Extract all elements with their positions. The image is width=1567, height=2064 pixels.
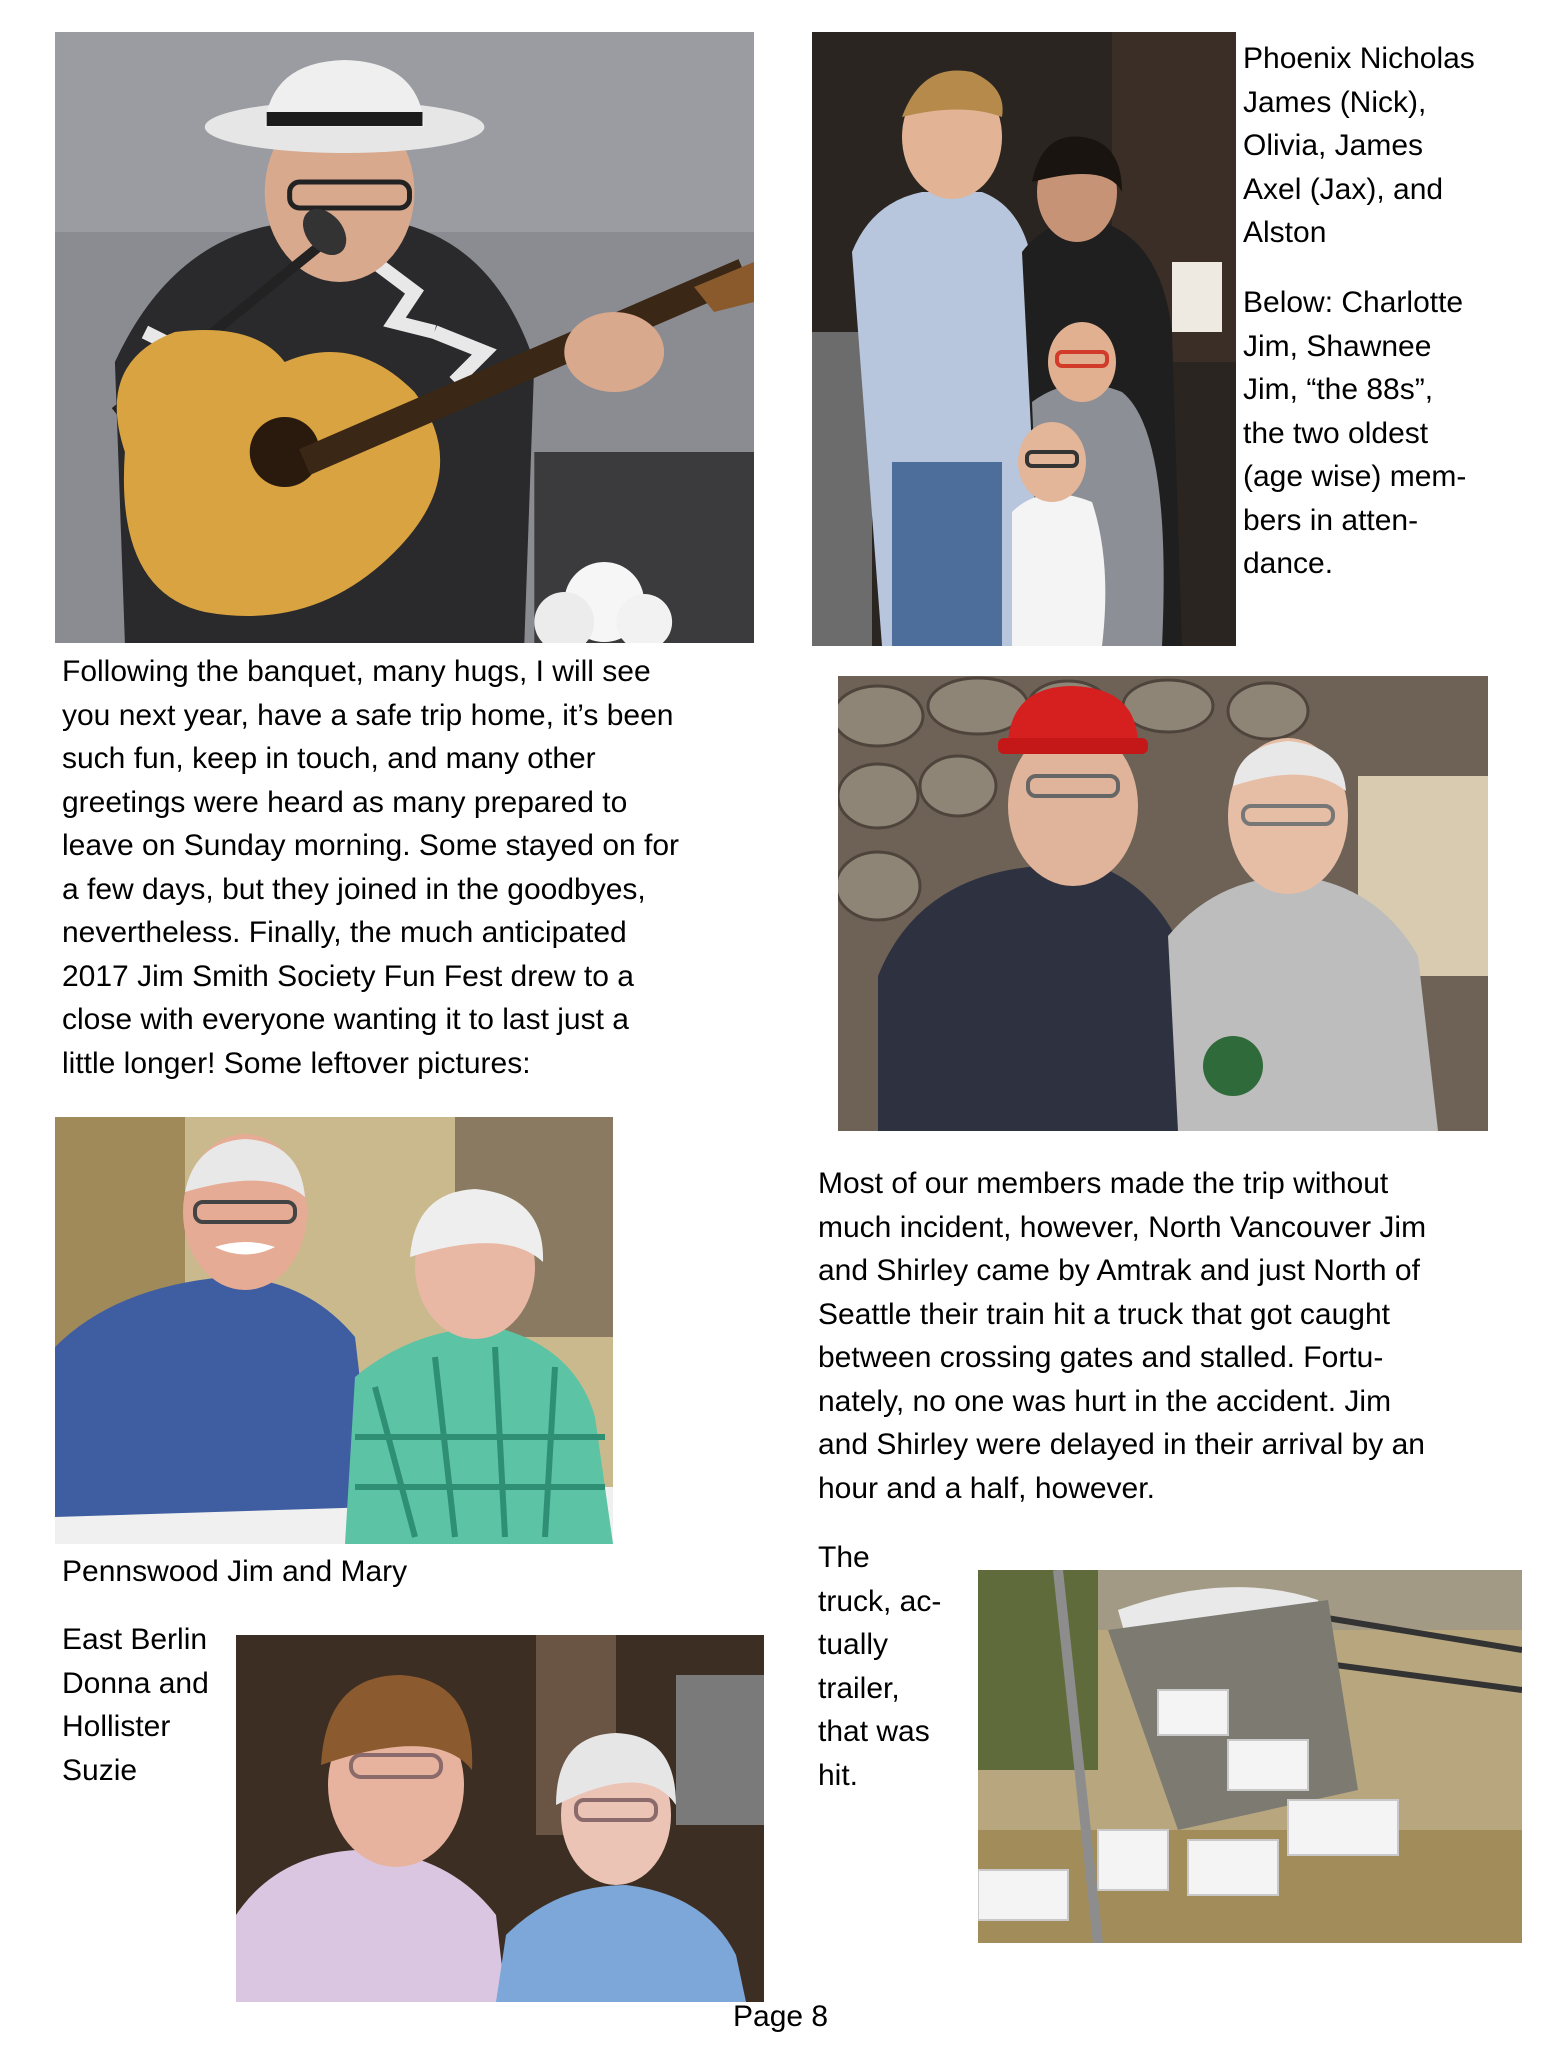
- pennswood-photo: [55, 1117, 613, 1544]
- trailer-photo: [978, 1570, 1522, 1943]
- eastberlin-caption: East Berlin Donna and Hollister Suzie: [62, 1623, 209, 1787]
- pennswood-caption: Pennswood Jim and Mary: [62, 1555, 408, 1588]
- trip-paragraph: Most of our members made the trip without much incident, however, North Vancouver Jim and Shirley came by Amtrak and just North of Seattle their train hit a truck that got caught between crossing gates and stalled. Fortu- nately, no one was hurt in the accident. Jim and Shirley were delayed in their arrival by an hour and a half, however.: [818, 1167, 1427, 1505]
- guitarist-photo: [55, 32, 754, 643]
- family-caption: Phoenix Nicholas James (Nick), Olivia, James Axel (Jax), and Alston: [1243, 42, 1475, 249]
- elders-photo: [838, 676, 1488, 1131]
- farewell-paragraph: Following the banquet, many hugs, I will see you next year, have a safe trip home, it’s been such fun, keep in touch, and many other greetings were heard as many prepared to leave on Sunday morning. Some stayed on for a few days, but they joined in the goodbyes, nevertheless. Finally, the much anticipated 2017 Jim Smith Society Fun Fest drew to a close with everyone wanting it to last just a little longer! Some leftover pictures:: [62, 655, 680, 1080]
- trailer-caption: The truck, ac- tually trailer, that was hit.: [818, 1541, 942, 1792]
- family-photo: [812, 32, 1236, 646]
- page-number: Page 8: [733, 2000, 829, 2033]
- below-caption: Below: Charlotte Jim, Shawnee Jim, “the 88s”, the two oldest (age wise) mem- bers in atten- dance.: [1243, 286, 1467, 580]
- eastberlin-photo: [236, 1635, 764, 2002]
